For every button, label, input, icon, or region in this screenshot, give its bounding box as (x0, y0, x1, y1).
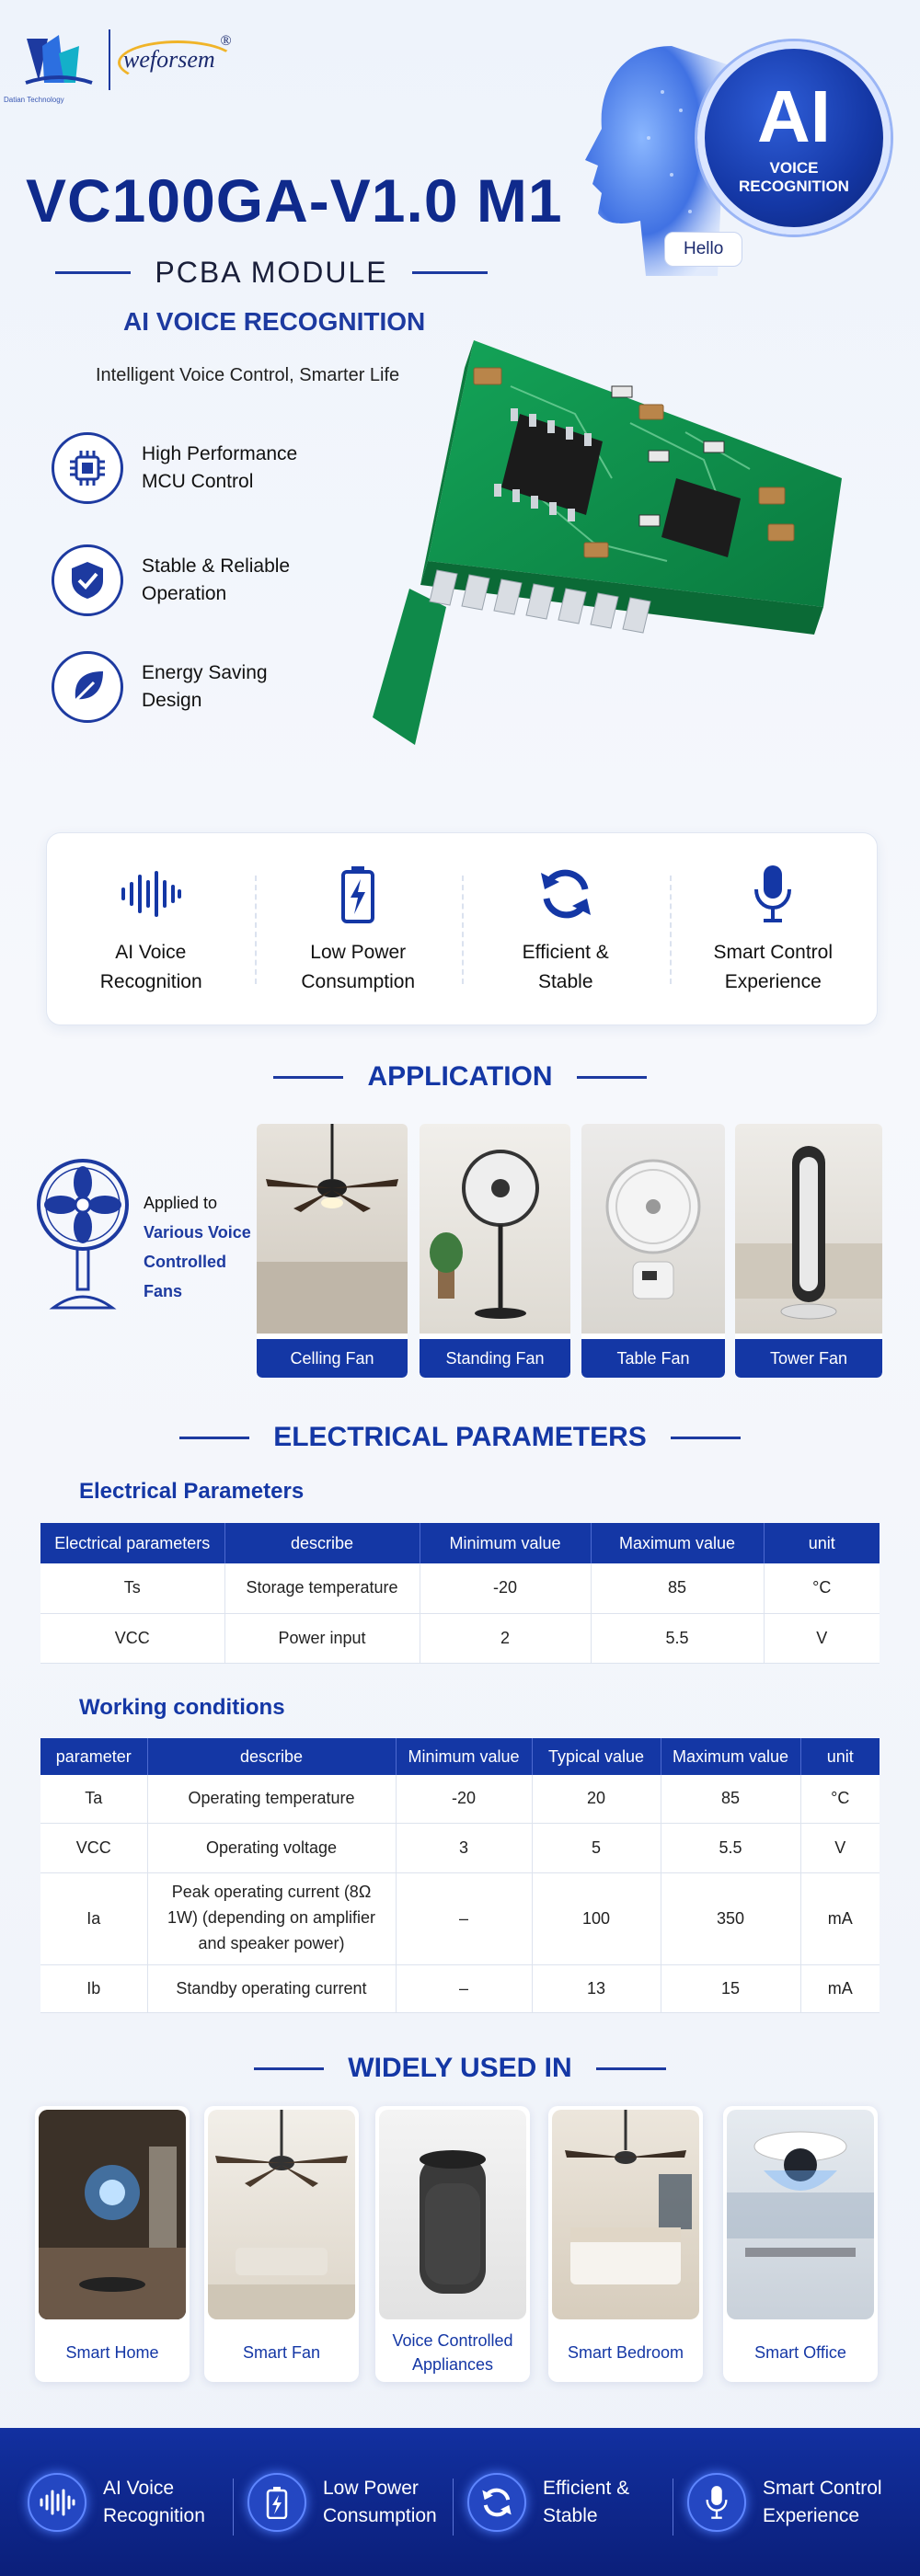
badge-ai-text: AI (757, 75, 831, 158)
use-label: Smart Bedroom (567, 2342, 684, 2362)
table-header-cell: Electrical parameters (40, 1523, 224, 1563)
smart-home-image (39, 2110, 186, 2319)
table-cell: Standby operating current (147, 1964, 396, 2012)
table-header-cell: describe (224, 1523, 420, 1563)
ceiling-fan-image (257, 1124, 408, 1334)
refresh-icon (537, 859, 594, 929)
table-cell: – (396, 1964, 532, 2012)
brand-mark-icon (22, 28, 96, 92)
table-row (40, 1872, 880, 1964)
table-cell: VCC (40, 1613, 224, 1663)
footer-label: Low Power Consumption (323, 2478, 437, 2526)
table-cell: mA (800, 1964, 880, 2012)
table-header-cell: Maximum value (591, 1523, 764, 1563)
table-header-cell: Minimum value (396, 1738, 532, 1775)
fan-card-standing (420, 1124, 570, 1378)
feature-label: High Performance MCU Control (142, 443, 298, 492)
table-header-cell: describe (147, 1738, 396, 1775)
use-card-smart-home (35, 2106, 190, 2382)
application-highlight: Various Voice Controlled Fans (144, 1223, 251, 1301)
table-cell: 20 (532, 1775, 661, 1823)
microphone-icon (753, 859, 793, 929)
footer-label: Efficient & Stable (543, 2478, 630, 2526)
leaf-icon (52, 651, 123, 723)
table-cell: Operating temperature (147, 1775, 396, 1823)
standing-fan-image (420, 1124, 570, 1334)
footer-label: Smart Control Experience (763, 2478, 882, 2526)
feature-card-label: Efficient & Stable (522, 942, 609, 992)
use-card-smart-office (723, 2106, 878, 2382)
table-row (40, 1964, 880, 2012)
chip-icon (52, 432, 123, 504)
fan-label: Table Fan (581, 1339, 725, 1378)
table-header-cell: Typical value (532, 1738, 661, 1775)
feature-energy (52, 651, 316, 723)
application-heading: APPLICATION (0, 1061, 920, 1093)
feature-card (46, 832, 878, 1025)
tagline: AI VOICE RECOGNITION (123, 307, 426, 336)
table-cell: – (396, 1872, 532, 1964)
feature-label: Stable & Reliable Operation (142, 555, 291, 604)
feature-card-label: AI Voice Recognition (99, 942, 202, 992)
footer-label: AI Voice Recognition (103, 2478, 205, 2526)
feature-card-item (670, 833, 878, 1025)
smart-fan-image (208, 2110, 355, 2319)
table-cell: -20 (420, 1563, 591, 1613)
fan-label: Standing Fan (420, 1339, 570, 1378)
battery-charge-icon (339, 859, 376, 929)
table-cell: 3 (396, 1823, 532, 1872)
use-card-voice-appliances (375, 2106, 530, 2382)
table-cell: Operating voltage (147, 1823, 396, 1872)
footer-item (460, 2473, 680, 2532)
feature-card-label: Smart Control Experience (713, 942, 834, 992)
table-cell: Power input (224, 1613, 420, 1663)
table1-title: Electrical Parameters (79, 1479, 305, 1504)
table-cell: 5.5 (661, 1823, 800, 1872)
table-cell: Storage temperature (224, 1563, 420, 1613)
use-card-smart-fan (204, 2106, 359, 2382)
table-row (40, 1823, 880, 1872)
product-subtitle: PCBA MODULE (155, 256, 388, 289)
table-header-cell: unit (800, 1738, 880, 1775)
table-cell: 5 (532, 1823, 661, 1872)
table-header-cell: unit (764, 1523, 880, 1563)
ai-badge (697, 41, 891, 235)
electrical-parameters-table (40, 1523, 880, 1664)
table-cell: Ts (40, 1563, 224, 1613)
use-label: Smart Office (754, 2342, 846, 2362)
use-label: Smart Fan (242, 2342, 321, 2362)
fan-label: Tower Fan (735, 1339, 882, 1378)
electrical-heading: ELECTRICAL PARAMETERS (0, 1422, 920, 1453)
smart-office-image (727, 2110, 874, 2319)
table-cell: Peak operating current (8Ω 1W) (depending on amplifier and speaker power) (147, 1872, 396, 1964)
tower-fan-image (735, 1124, 882, 1334)
table-row (40, 1563, 880, 1613)
feature-stable (52, 544, 316, 616)
table-cell: mA (800, 1872, 880, 1964)
use-label: Voice Controlled Appliances (392, 2330, 513, 2374)
fan-icon (35, 1157, 131, 1313)
table-cell: 5.5 (591, 1613, 764, 1663)
table-header-cell: parameter (40, 1738, 147, 1775)
table-cell: °C (800, 1775, 880, 1823)
feature-card-item (47, 833, 255, 1025)
application-intro: Applied to Various Voice Controlled Fans (144, 1188, 254, 1306)
feature-mcu (52, 432, 316, 504)
table-row (40, 1775, 880, 1823)
footer-item (20, 2473, 240, 2532)
refresh-icon (467, 2473, 526, 2532)
table-cell: 2 (420, 1613, 591, 1663)
table-header-cell: Minimum value (420, 1523, 591, 1563)
battery-charge-icon (247, 2473, 306, 2532)
table-cell: 15 (661, 1964, 800, 2012)
table-cell: Ta (40, 1775, 147, 1823)
table-cell: 85 (661, 1775, 800, 1823)
table-cell: VCC (40, 1823, 147, 1872)
smart-bedroom-image (552, 2110, 699, 2319)
use-label: Smart Home (65, 2342, 159, 2362)
fan-card-tower (735, 1124, 882, 1378)
slogan: Intelligent Voice Control, Smarter Life (96, 365, 400, 385)
footer-item (680, 2473, 900, 2532)
microphone-icon (687, 2473, 746, 2532)
sound-wave-icon (119, 859, 183, 929)
use-card-smart-bedroom (548, 2106, 703, 2382)
table-cell: Ia (40, 1872, 147, 1964)
brand-subtitle: Datian Technology (4, 96, 64, 104)
feature-card-label: Low Power Consumption (301, 942, 416, 992)
smart-speaker-image (379, 2110, 526, 2319)
product-title: VC100GA-V1.0 M1 (26, 166, 563, 235)
sound-wave-icon (28, 2473, 86, 2532)
brand-divider (109, 29, 110, 90)
badge-subtext: VOICE RECOGNITION (739, 159, 849, 195)
hello-bubble: Hello (664, 232, 742, 267)
table-header-row (40, 1738, 880, 1775)
table-cell: Ib (40, 1964, 147, 2012)
fan-card-ceiling (257, 1124, 408, 1378)
table-header-row (40, 1523, 880, 1563)
feature-card-item (255, 833, 463, 1025)
table-header-cell: Maximum value (661, 1738, 800, 1775)
working-conditions-table (40, 1738, 880, 2013)
table-cell: 85 (591, 1563, 764, 1613)
table-cell: V (800, 1823, 880, 1872)
table-cell: -20 (396, 1775, 532, 1823)
table-fan-image (581, 1124, 725, 1334)
fan-card-table (581, 1124, 725, 1378)
brand-name: weforsem ® (123, 46, 215, 74)
table-cell: 100 (532, 1872, 661, 1964)
footer-feature-bar (0, 2428, 920, 2576)
footer-item (240, 2473, 460, 2532)
subtitle-row (55, 256, 488, 290)
table-cell: °C (764, 1563, 880, 1613)
table-row (40, 1613, 880, 1663)
table-cell: V (764, 1613, 880, 1663)
widely-used-heading: WIDELY USED IN (0, 2053, 920, 2084)
table2-title: Working conditions (79, 1695, 285, 1720)
brand-logo (22, 28, 232, 92)
table-cell: 350 (661, 1872, 800, 1964)
feature-label: Energy Saving Design (142, 662, 268, 711)
feature-card-item (462, 833, 670, 1025)
shield-check-icon (52, 544, 123, 616)
fan-label: Celling Fan (257, 1339, 408, 1378)
table-cell: 13 (532, 1964, 661, 2012)
pcba-module-image (336, 331, 888, 809)
